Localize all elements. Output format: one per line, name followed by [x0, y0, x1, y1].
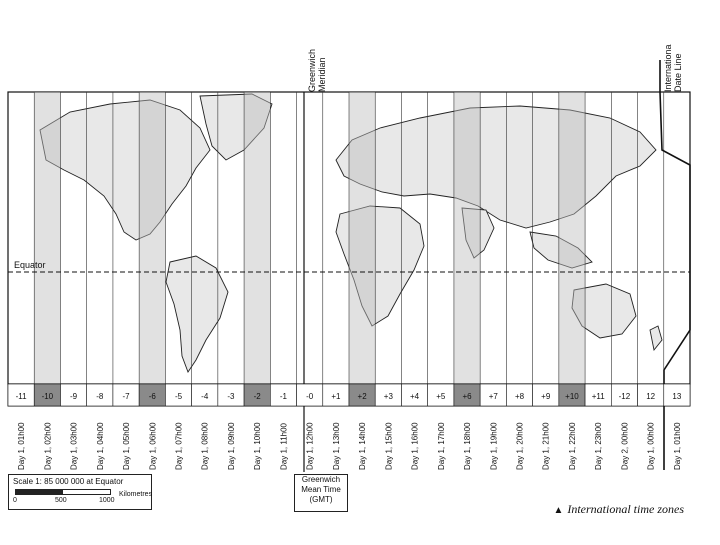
offset-label: +7 [488, 392, 498, 401]
offset-label: +10 [565, 392, 579, 401]
shaded-zone-band [34, 92, 60, 384]
offset-label: +6 [462, 392, 472, 401]
gmt-line1: Greenwich [301, 475, 341, 484]
shaded-zone-band [454, 92, 480, 384]
scale-tick-500: 500 [55, 497, 67, 504]
offset-label: -5 [174, 392, 183, 401]
scale-legend [8, 474, 152, 510]
date-line-label-line2: Date Line [673, 53, 683, 92]
zone-time-label: Day 1, 21h00 [541, 422, 551, 470]
zone-time-label: Day 1, 12h00 [305, 422, 315, 470]
offset-label: 12 [646, 392, 656, 401]
offset-label: -7 [122, 392, 130, 401]
zone-time-label: Day 1, 05h00 [122, 422, 132, 470]
zone-time-label: Day 1, 09h00 [226, 422, 236, 470]
shaded-zone-band [559, 92, 585, 384]
greenwich-meridian-label-line1: Greenwich [307, 48, 317, 92]
offset-label: -6 [148, 392, 156, 401]
date-line-label [663, 44, 683, 92]
zone-time-label: Day 1, 22h00 [567, 422, 577, 470]
zone-time-label: Day 1, 01h00 [672, 422, 682, 470]
offset-label: +4 [410, 392, 420, 401]
zone-time-label: Day 1, 04h00 [95, 422, 105, 470]
zone-time-labels [17, 422, 682, 470]
zone-time-label: Day 1, 01h00 [17, 422, 27, 470]
zone-time-label: Day 1, 20h00 [515, 422, 525, 470]
zone-time-label: Day 1, 15h00 [384, 422, 394, 470]
offset-label: -2 [253, 392, 261, 401]
offset-label: -10 [41, 392, 54, 401]
scale-tick-1000: 1000 [99, 497, 115, 504]
zone-time-label: Day 1, 16h00 [410, 422, 420, 470]
offset-label: -12 [618, 392, 631, 401]
offset-label: +8 [514, 392, 525, 401]
offset-label: +2 [357, 392, 367, 401]
scale-text: Scale 1: 85 000 000 at Equator [13, 477, 124, 486]
zone-time-label: Day 1, 18h00 [463, 422, 473, 470]
zone-time-label: Day 1, 13h00 [331, 422, 341, 470]
zone-time-label: Day 1, 23h00 [594, 422, 604, 470]
zone-time-label: Day 1, 08h00 [200, 422, 210, 470]
offset-label: -1 [279, 392, 287, 401]
zone-time-label: Day 2, 00h00 [620, 422, 630, 470]
zone-time-label: Day 1, 06h00 [148, 422, 158, 470]
figure-caption [553, 502, 684, 517]
offset-label: -0 [306, 392, 314, 401]
offset-label: +5 [436, 392, 446, 401]
greenwich-meridian-label-line2: Meridian [317, 57, 327, 92]
gmt-box [294, 474, 348, 512]
scale-tick-0: 0 [13, 497, 17, 504]
zone-time-label: Day 1, 02h00 [43, 422, 53, 470]
offset-label: -4 [201, 392, 209, 401]
zone-time-label: Day 1, 14h00 [358, 422, 368, 470]
zone-time-label: Day 1, 07h00 [174, 422, 184, 470]
offset-label: +9 [541, 392, 551, 401]
zone-time-label: Day 1, 11h00 [279, 423, 289, 470]
caption-text: International time zones [567, 502, 684, 516]
scale-bar-icon [15, 489, 111, 495]
offset-label: +1 [331, 392, 341, 401]
date-line-label-line1: Internationa [663, 44, 673, 92]
shaded-zone-band [349, 92, 375, 384]
shaded-zone-band [244, 92, 270, 384]
zone-time-label: Day 1, 10h00 [253, 422, 263, 470]
zone-time-label: Day 1, 00h00 [646, 422, 656, 470]
offset-label: 13 [672, 392, 682, 401]
zone-time-label: Day 1, 17h00 [436, 422, 446, 470]
zone-time-label: Day 1, 03h00 [69, 422, 79, 470]
offset-label: -9 [70, 392, 78, 401]
offset-cells [8, 384, 690, 406]
offset-label: -11 [15, 392, 27, 401]
offset-label: +3 [383, 392, 393, 401]
scale-unit: Kilometres [119, 491, 153, 498]
gmt-line2: Mean Time [301, 485, 341, 494]
zone-time-label: Day 1, 19h00 [489, 422, 499, 470]
gmt-line3: (GMT) [309, 495, 333, 504]
offset-label: -8 [96, 392, 104, 401]
equator-label: Equator [14, 260, 46, 270]
triangle-marker-icon: ▲ [553, 505, 564, 516]
shaded-zone-band [139, 92, 165, 384]
greenwich-meridian-label [307, 49, 327, 92]
offset-label: -3 [227, 392, 235, 401]
offset-label: +11 [591, 392, 605, 401]
